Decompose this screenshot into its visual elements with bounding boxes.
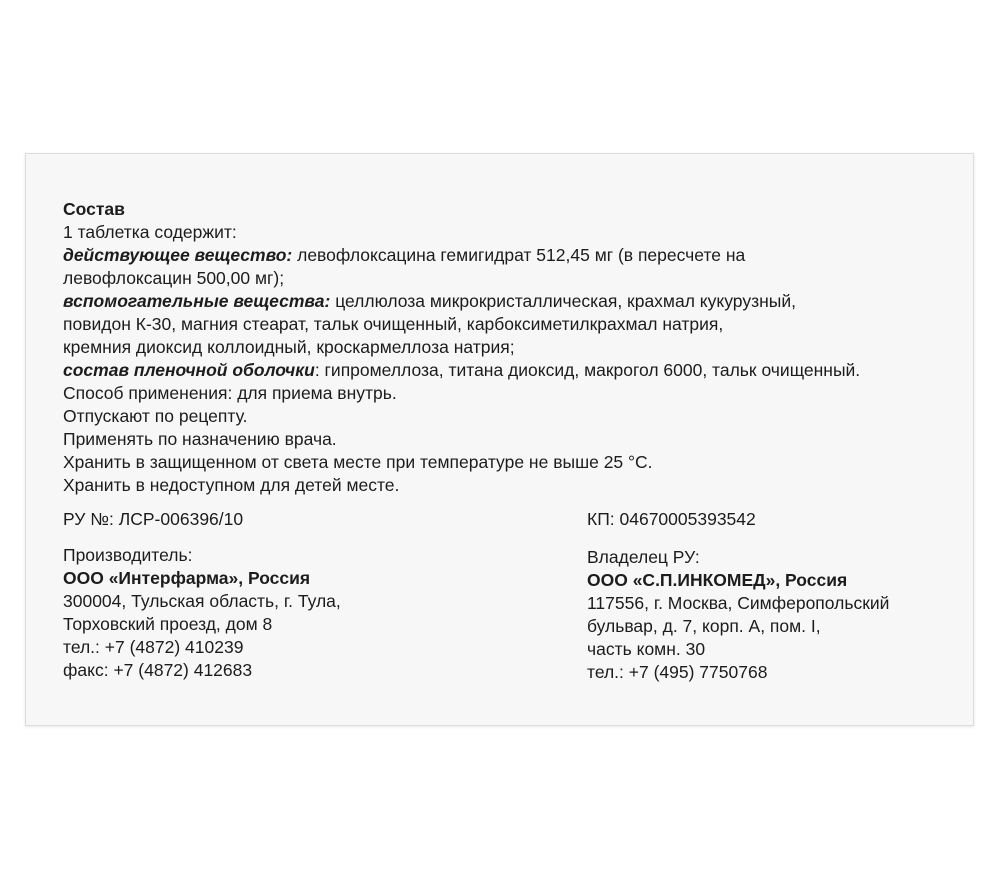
ru-number: РУ №: ЛСР-006396/10	[63, 509, 244, 529]
excipients-label: вспомогательные вещества:	[63, 291, 331, 311]
owner-address-1: 117556, г. Москва, Симферопольский	[587, 593, 890, 613]
storage-children-text: Хранить в недоступном для детей месте.	[63, 475, 400, 495]
owner-label: Владелец РУ:	[587, 547, 700, 567]
active-substance-label: действующее вещество:	[63, 245, 293, 265]
dispensing-text: Отпускают по рецепту.	[63, 406, 248, 426]
owner-column	[587, 508, 967, 684]
owner-address-3: часть комн. 30	[587, 639, 706, 659]
kp-number: КП: 04670005393542	[587, 509, 756, 529]
manufacturer-label: Производитель:	[63, 545, 193, 565]
coating-label: состав пленочной оболочки	[63, 360, 315, 380]
coating-line	[63, 359, 963, 382]
manufacturer-name: ООО «Интерфарма», Россия	[63, 568, 311, 588]
manufacturer-phone: тел.: +7 (4872) 410239	[63, 637, 244, 657]
manufacturer-column	[63, 508, 543, 682]
active-substance-text-cont: левофлоксацин 500,00 мг);	[63, 268, 285, 288]
active-substance-text: левофлоксацина гемигидрат 512,45 мг (в пересчете на	[292, 245, 746, 265]
composition-section	[63, 198, 963, 497]
usage-text: Способ применения: для приема внутрь.	[63, 383, 397, 403]
prescription-text: Применять по назначению врача.	[63, 429, 337, 449]
excipients-line	[63, 290, 963, 313]
composition-intro: 1 таблетка содержит:	[63, 222, 237, 242]
manufacturer-address-1: 300004, Тульская область, г. Тула,	[63, 591, 341, 611]
manufacturer-address-2: Торховский проезд, дом 8	[63, 614, 273, 634]
active-substance-line	[63, 244, 963, 267]
storage-temp-text: Хранить в защищенном от света месте при температуре не выше 25 °С.	[63, 452, 653, 472]
excipients-text-cont-1: повидон К-30, магния стеарат, тальк очищенный, карбоксиметилкрахмал натрия,	[63, 314, 724, 334]
coating-text: : гипромеллоза, титана диоксид, макрогол 6000, тальк очищенный.	[314, 360, 861, 380]
excipients-text: целлюлоза микрокристаллическая, крахмал кукурузный,	[330, 291, 796, 311]
owner-phone: тел.: +7 (495) 7750768	[587, 662, 768, 682]
company-info	[63, 508, 963, 688]
owner-name: ООО «С.П.ИНКОМЕД», Россия	[587, 570, 848, 590]
manufacturer-fax: факс: +7 (4872) 412683	[63, 660, 253, 680]
owner-address-2: бульвар, д. 7, корп. А, пом. I,	[587, 616, 821, 636]
excipients-text-cont-2: кремния диоксид коллоидный, кроскармеллоза натрия;	[63, 337, 515, 357]
composition-title: Состав	[63, 199, 125, 219]
